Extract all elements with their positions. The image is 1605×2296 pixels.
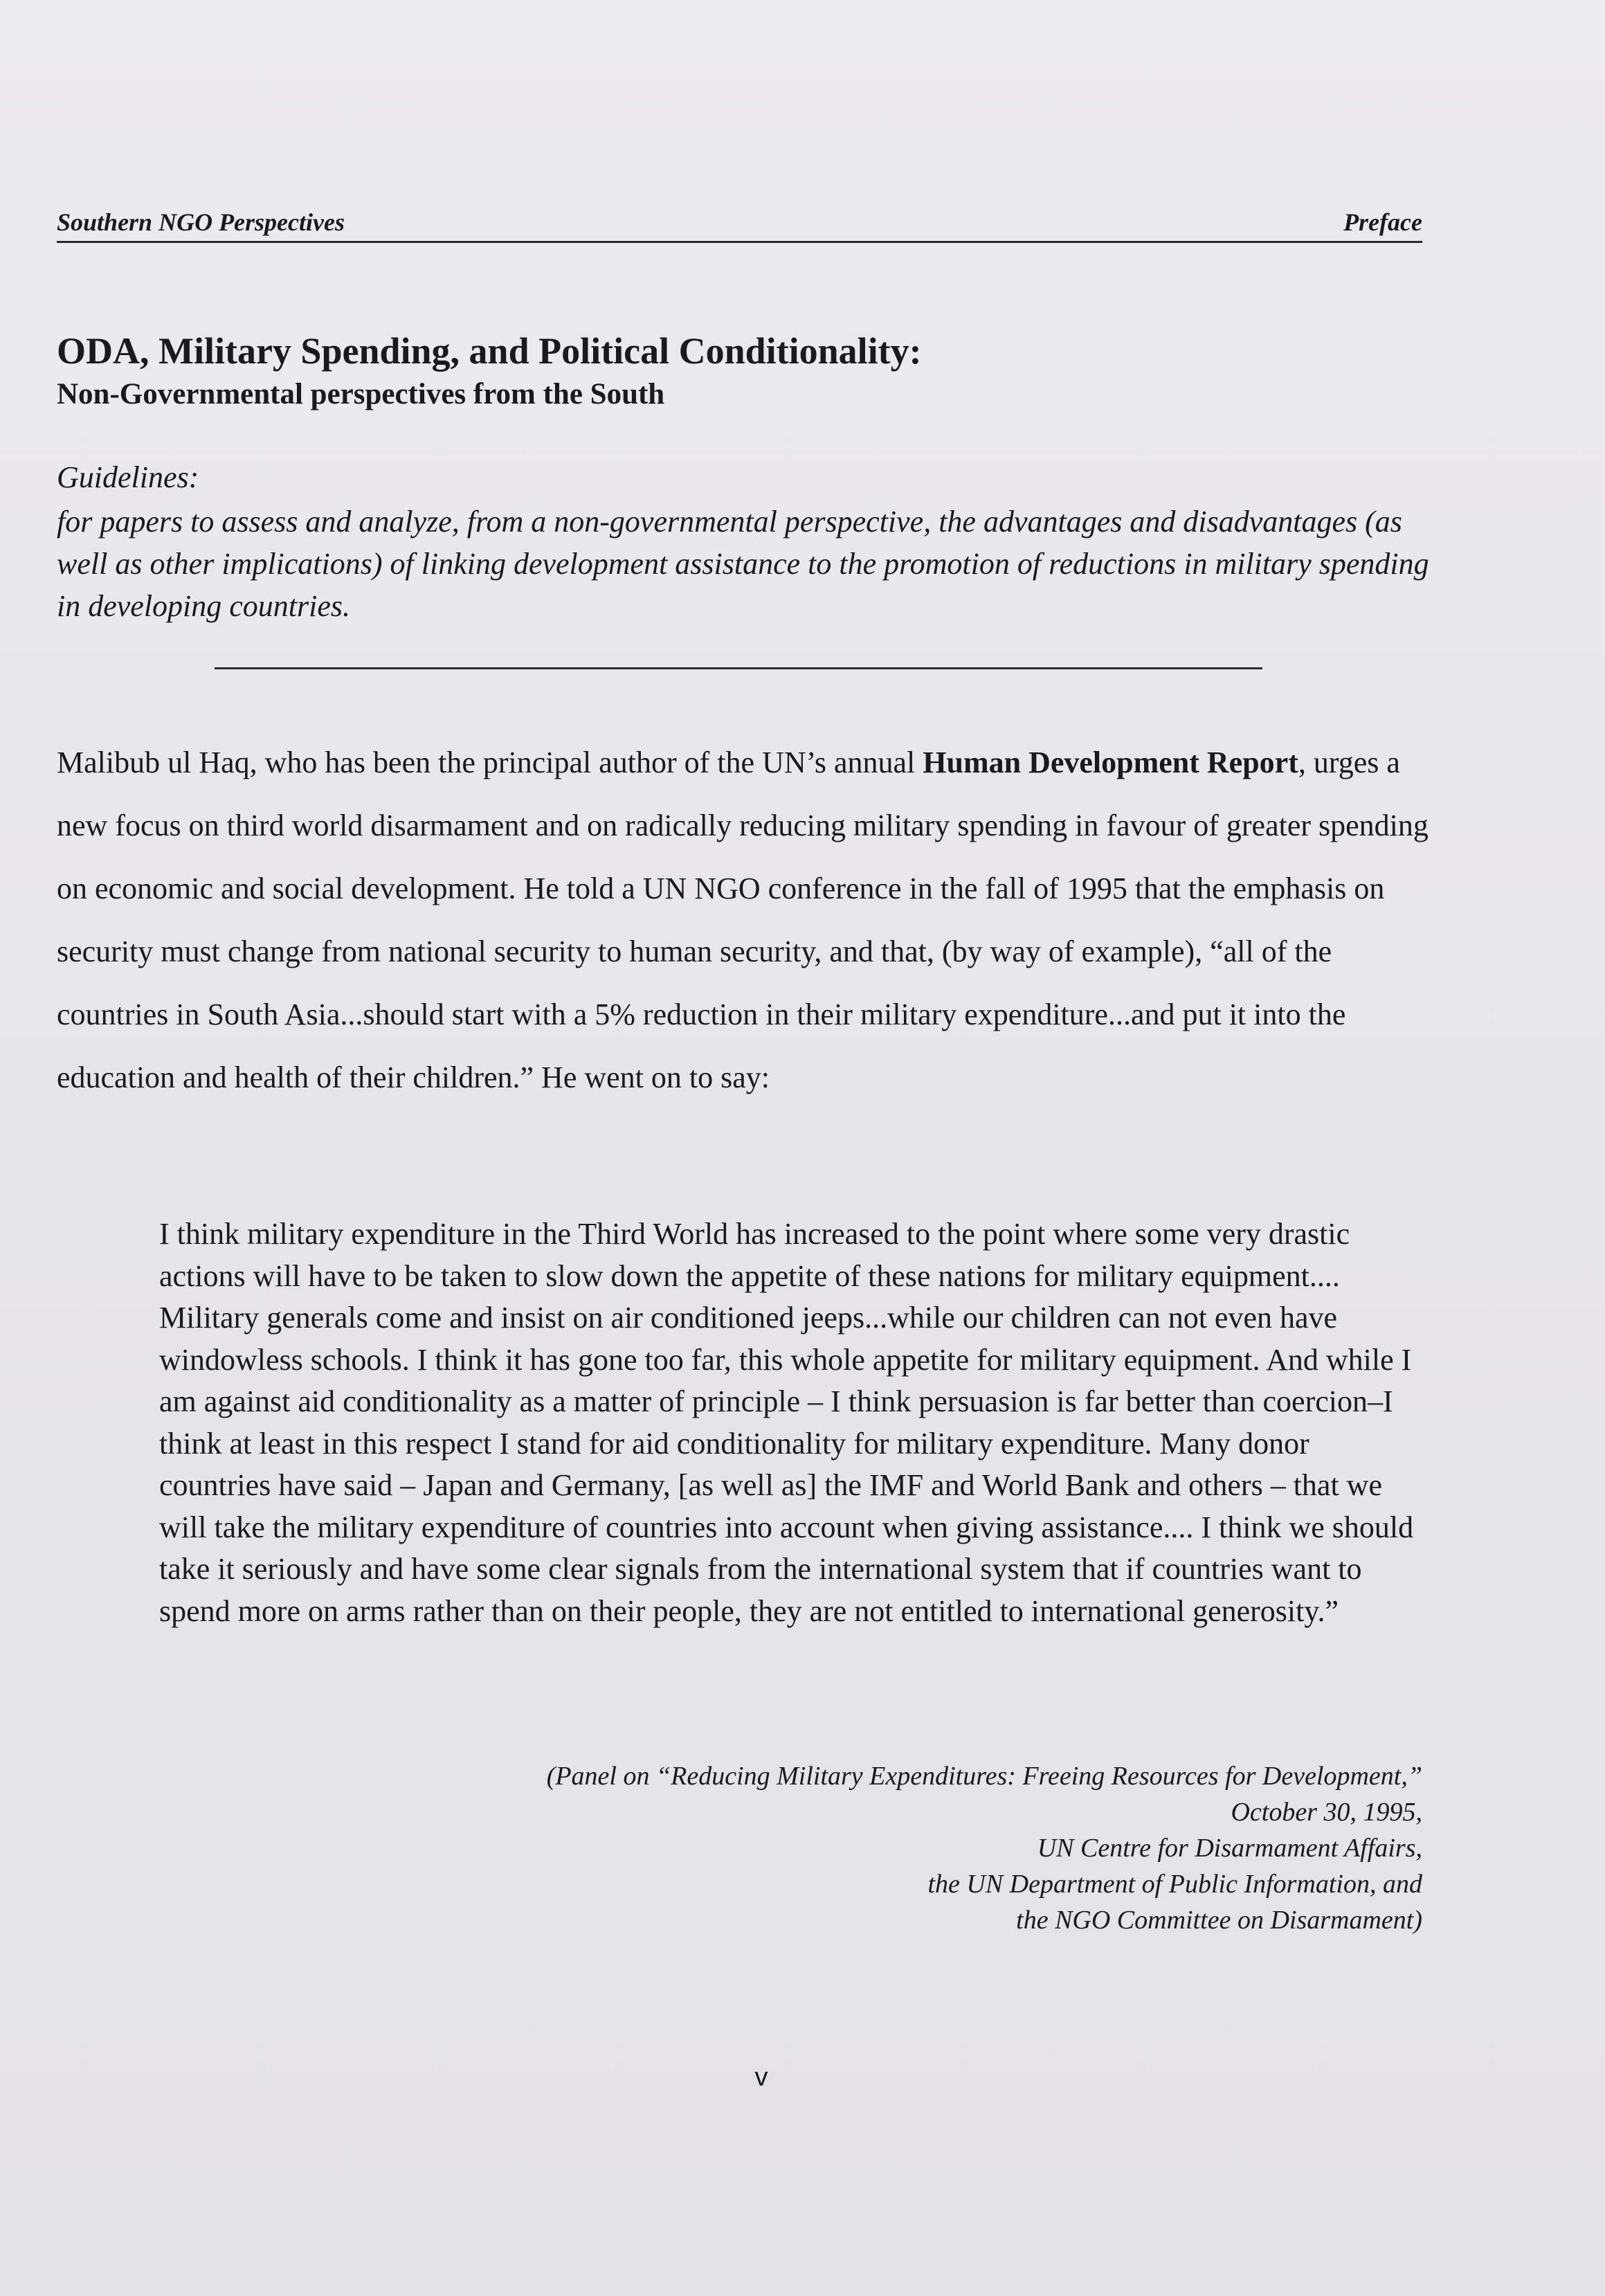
report-title-emphasis: Human Development Report [923, 745, 1298, 779]
quote-citation [453, 1758, 1422, 1938]
document-subtitle: Non-Governmental perspectives from the South [57, 378, 665, 410]
citation-line-5: the NGO Committee on Disarmament) [1016, 1906, 1422, 1935]
document-title: ODA, Military Spending, and Political Conditionality: [57, 330, 922, 372]
header-right: Preface [1343, 208, 1422, 236]
page-number: v [754, 2063, 768, 2092]
body-text-part1: Malibub ul Haq, who has been the principal author of the UN’s annual [57, 745, 923, 779]
header-left: Southern NGO Perspectives [57, 208, 345, 236]
citation-line-2: October 30, 1995, [1231, 1798, 1422, 1827]
body-paragraph [57, 731, 1434, 1109]
citation-line-3: UN Centre for Disarmament Affairs, [1037, 1834, 1422, 1863]
running-header [57, 205, 1422, 243]
block-quote: I think military expenditure in the Third World has increased to the point where some very drastic actions will have to be taken to slow down the appetite of these nations for military equipment.... Military generals come and insist on air conditioned jeeps...while our children can not even have windowless schools. I think it has gone too far, this whole appetite for military equipment. And while I am against aid conditionality as a matter of principle – I think persuasion is far better than coercion–I think at least in this respect I stand for aid conditionality for military expenditure. Many donor countries have said – Japan and Germany, [as well as] the IMF and World Bank and others – that we will take the military expenditure of countries into account when giving assistance.... I think we should take it seriously and have some clear signals from the international system that if countries want to spend more on arms rather than on their people, they are not entitled to international generosity.” [159, 1217, 1414, 1628]
citation-line-1: (Panel on “Reducing Military Expenditures: Freeing Resources for Development,” [546, 1762, 1422, 1791]
citation-line-4: the UN Department of Public Information, and [927, 1870, 1422, 1899]
section-divider [215, 667, 1262, 669]
guidelines-label: Guidelines: [57, 460, 199, 494]
body-text-part2: , urges a new focus on third world disarmament and on radically reducing military spending in favour of greater spending on economic and social development. He told a UN NGO conference in the fall of 1995 that the emphasis on security must change from national security to human security, and that, (by way of example), “all of the countries in South Asia...should start with a 5% reduction in their military expenditure...and put it into the education and health of their children.” He went on to say: [57, 745, 1429, 1094]
guidelines-text: for papers to assess and analyze, from a non-governmental perspective, the advantages and disadvantages (as well as other implications) of linking development assistance to the promotion of reductions in military spending in developing countries. [57, 505, 1429, 623]
